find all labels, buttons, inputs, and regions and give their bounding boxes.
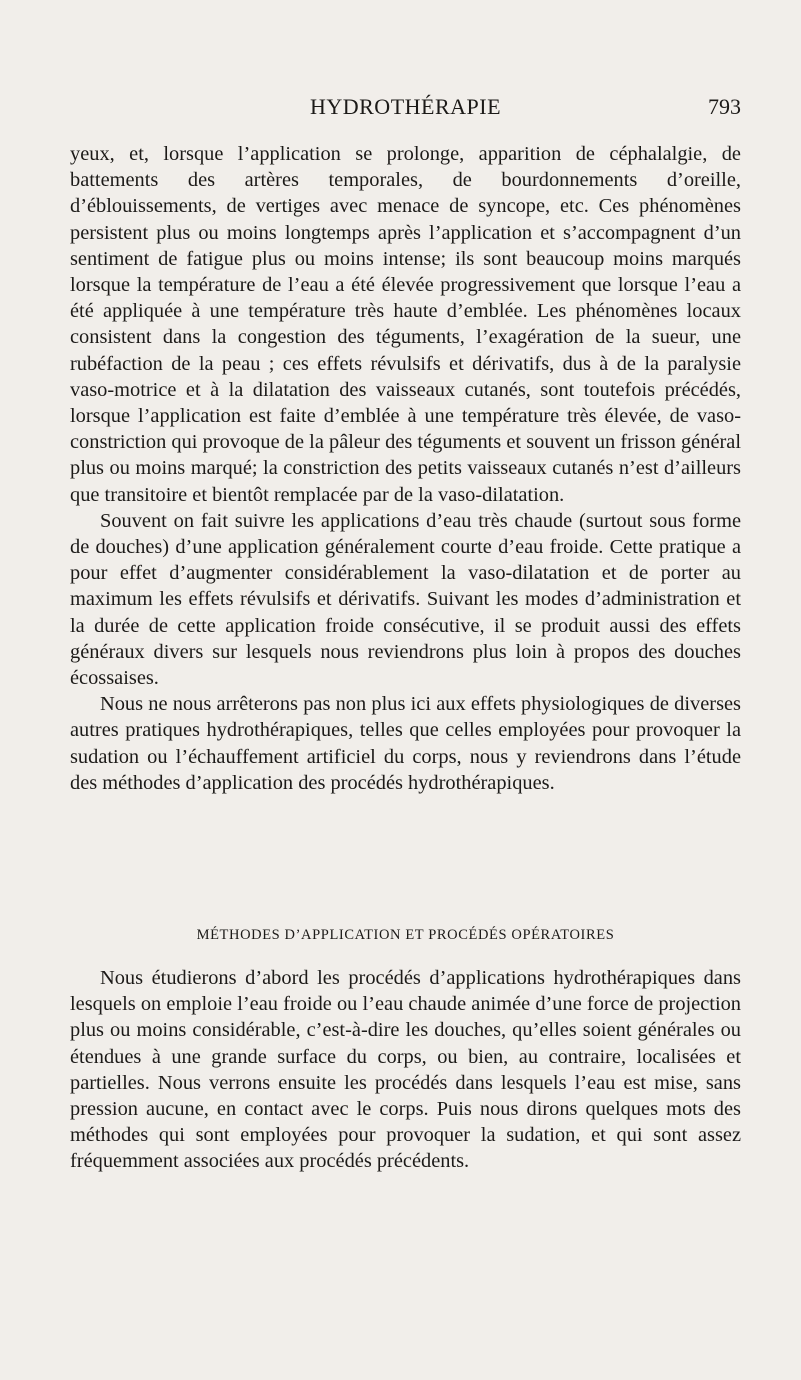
section-heading: MÉTHODES D’APPLICATION ET PROCÉDÉS OPÉRATOIRES	[196, 927, 615, 943]
paragraph-douches: Souvent on fait suivre les applications d’eau très chaude (surtout sous forme de douches) d’une application généralement courte d’eau froide. Cette pratique a pour effet d’augmenter considérablement la vaso-dilatation et de porter au maximum les effets révulsifs et dérivatifs. Suivant les modes d’administration et la durée de cette application froide consécutive, il se produit aussi des effets généraux divers sur lesquels nous reviendrons plus loin à propos des douches écossaises.	[70, 509, 741, 690]
body-text	[70, 141, 741, 796]
running-head	[70, 94, 741, 128]
section-body	[70, 965, 741, 1175]
paragraph-other-practices: Nous ne nous arrêterons pas non plus ici aux effets physiologiques de diverses autres pratiques hydrothérapiques, telles que celles employées pour provoquer la sudation ou l’échauffement artificiel du corps, nous y reviendrons dans l’étude des méthodes d’application des procédés hydrothérapiques.	[70, 693, 741, 794]
page-number: 793	[708, 94, 741, 119]
paragraph-methods: Nous étudierons d’abord les procédés d’applications hydrothérapiques dans lesquels on emploie l’eau froide ou l’eau chaude animée d’une force de projection plus ou moins considérable, c’est-à-dire les douches, qu’elles soient générales ou étendues à une grande surface du corps, ou bien, au contraire, localisées et partielles. Nous verrons ensuite les procédés dans lesquels l’eau est mise, sans pression aucune, en contact avec le corps. Puis nous dirons quelques mots des méthodes qui sont employées pour provoquer la sudation, et qui sont assez fréquemment associées aux procédés précédents.	[70, 967, 741, 1173]
paragraph-continuation: yeux, et, lorsque l’application se prolonge, apparition de céphalalgie, de battements des artères temporales, de bourdonnements d’oreille, d’éblouissements, de vertiges avec menace de syncope, etc. Ces phénomènes persistent plus ou moins longtemps après l’application et s’accompagnent d’un sentiment de fatigue plus ou moins intense; ils sont beaucoup moins marqués lorsque la température de l’eau a été élevée progressivement que lorsque l’eau a été appliquée à une température très haute d’emblée. Les phénomènes locaux consistent dans la congestion des téguments, l’exagération de la sueur, une rubéfaction de la peau ; ces effets révulsifs et dérivatifs, dus à de la paralysie vaso-motrice et à la dilatation des vaisseaux cutanés, sont toutefois précédés, lorsque l’application est faite d’emblée à une température très élevée, de vaso-constriction qui provoque de la pâleur des téguments et souvent un frisson général plus ou moins marqué; la constriction des petits vaisseaux cutanés n’est d’ailleurs que transitoire et bientôt remplacée par de la vaso-dilatation.	[70, 143, 741, 506]
running-title: HYDROTHÉRAPIE	[309, 94, 502, 119]
